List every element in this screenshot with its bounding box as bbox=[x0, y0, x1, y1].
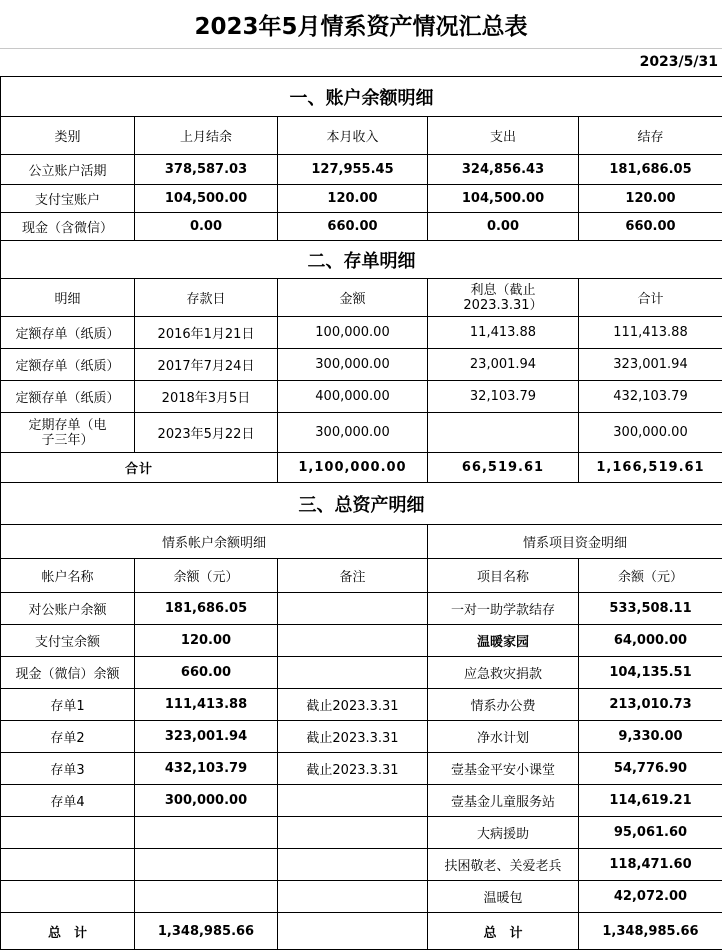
cell bbox=[1, 817, 135, 849]
table-row bbox=[1, 785, 722, 817]
s3-header-project-balance: 余额（元） bbox=[579, 559, 722, 593]
summary-table bbox=[0, 76, 722, 950]
cell: 大病援助 bbox=[428, 817, 579, 849]
cell: 情系办公费 bbox=[428, 689, 579, 721]
cell: 支付宝余额 bbox=[1, 625, 135, 657]
s2-header-amount: 金额 bbox=[278, 279, 428, 317]
cell: 截止2023.3.31 bbox=[278, 689, 428, 721]
cell bbox=[278, 625, 428, 657]
cell: 118,471.60 bbox=[579, 849, 722, 881]
cell: 300,000.00 bbox=[135, 785, 278, 817]
cell: 对公账户余额 bbox=[1, 593, 135, 625]
table-row bbox=[1, 753, 722, 785]
s3-left-total-label: 总 计 bbox=[1, 913, 135, 950]
s1-header-expense: 支出 bbox=[428, 117, 579, 155]
s3-header-project-name: 项目名称 bbox=[428, 559, 579, 593]
cell bbox=[428, 413, 579, 453]
cell: 2017年7月24日 bbox=[135, 349, 278, 381]
cell: 324,856.43 bbox=[428, 155, 579, 185]
cell: 114,619.21 bbox=[579, 785, 722, 817]
s2-header-interest: 利息（截止2023.3.31） bbox=[428, 279, 579, 317]
cell: 11,413.88 bbox=[428, 317, 579, 349]
cell bbox=[135, 817, 278, 849]
table-row bbox=[1, 657, 722, 689]
s1-header-income: 本月收入 bbox=[278, 117, 428, 155]
cell: 应急救灾捐款 bbox=[428, 657, 579, 689]
cell: 定期存单（电子三年） bbox=[1, 413, 135, 453]
s3-header-balance: 余额（元） bbox=[135, 559, 278, 593]
cell: 存单2 bbox=[1, 721, 135, 753]
cell bbox=[135, 881, 278, 913]
table-row bbox=[1, 849, 722, 881]
cell: 111,413.88 bbox=[135, 689, 278, 721]
table-row bbox=[1, 381, 722, 413]
cell: 9,330.00 bbox=[579, 721, 722, 753]
cell: 181,686.05 bbox=[579, 155, 722, 185]
cell bbox=[278, 817, 428, 849]
s1-header-balance: 结存 bbox=[579, 117, 722, 155]
cell: 定额存单（纸质） bbox=[1, 381, 135, 413]
cell: 壹基金平安小课堂 bbox=[428, 753, 579, 785]
s2-header-deposit-date: 存款日 bbox=[135, 279, 278, 317]
table-row bbox=[1, 349, 722, 381]
cell: 120.00 bbox=[135, 625, 278, 657]
cell: 2018年3月5日 bbox=[135, 381, 278, 413]
s1-header-category: 类别 bbox=[1, 117, 135, 155]
section-3-heading: 三、总资产明细 bbox=[1, 483, 722, 525]
cell: 23,001.94 bbox=[428, 349, 579, 381]
cell: 100,000.00 bbox=[278, 317, 428, 349]
cell: 213,010.73 bbox=[579, 689, 722, 721]
cell: 533,508.11 bbox=[579, 593, 722, 625]
cell: 存单4 bbox=[1, 785, 135, 817]
s2-total-interest: 66,519.61 bbox=[428, 453, 579, 483]
cell bbox=[1, 849, 135, 881]
s2-header-item: 明细 bbox=[1, 279, 135, 317]
cell: 定额存单（纸质） bbox=[1, 317, 135, 349]
cell: 定额存单（纸质） bbox=[1, 349, 135, 381]
cell: 一对一助学款结存 bbox=[428, 593, 579, 625]
s2-header-total: 合计 bbox=[579, 279, 722, 317]
cell: 300,000.00 bbox=[278, 413, 428, 453]
cell bbox=[278, 657, 428, 689]
table-row bbox=[1, 817, 722, 849]
table-row bbox=[1, 689, 722, 721]
cell bbox=[278, 593, 428, 625]
cell: 400,000.00 bbox=[278, 381, 428, 413]
cell: 323,001.94 bbox=[135, 721, 278, 753]
cell: 2023年5月22日 bbox=[135, 413, 278, 453]
cell: 54,776.90 bbox=[579, 753, 722, 785]
cell bbox=[1, 881, 135, 913]
report-date: 2023/5/31 bbox=[639, 54, 718, 70]
cell: 432,103.79 bbox=[579, 381, 722, 413]
page-title: 2023年5月情系资产情况汇总表 bbox=[0, 0, 722, 49]
cell: 300,000.00 bbox=[579, 413, 722, 453]
cell: 净水计划 bbox=[428, 721, 579, 753]
cell: 扶困敬老、关爱老兵 bbox=[428, 849, 579, 881]
cell: 32,103.79 bbox=[428, 381, 579, 413]
cell: 104,135.51 bbox=[579, 657, 722, 689]
cell: 64,000.00 bbox=[579, 625, 722, 657]
cell: 42,072.00 bbox=[579, 881, 722, 913]
cell bbox=[278, 849, 428, 881]
s2-total-label: 合计 bbox=[1, 453, 278, 483]
table-row bbox=[1, 213, 722, 241]
s3-header-remark: 备注 bbox=[278, 559, 428, 593]
cell: 存单1 bbox=[1, 689, 135, 721]
s2-total-sum: 1,166,519.61 bbox=[579, 453, 722, 483]
s3-header-account-name: 帐户名称 bbox=[1, 559, 135, 593]
total-row bbox=[1, 453, 722, 483]
cell: 0.00 bbox=[135, 213, 278, 241]
cell: 120.00 bbox=[579, 185, 722, 213]
s3-right-total-label: 总 计 bbox=[428, 913, 579, 950]
table-row bbox=[1, 413, 722, 453]
cell bbox=[135, 849, 278, 881]
cell bbox=[278, 881, 428, 913]
cell: 温暖家园 bbox=[428, 625, 579, 657]
cell: 300,000.00 bbox=[278, 349, 428, 381]
total-row bbox=[1, 913, 722, 950]
cell: 现金（含微信） bbox=[1, 213, 135, 241]
table-row bbox=[1, 881, 722, 913]
s3-left-total-value: 1,348,985.66 bbox=[135, 913, 278, 950]
s3-right-title: 情系项目资金明细 bbox=[428, 525, 722, 559]
table-row bbox=[1, 721, 722, 753]
cell: 公立账户活期 bbox=[1, 155, 135, 185]
cell: 378,587.03 bbox=[135, 155, 278, 185]
cell: 截止2023.3.31 bbox=[278, 753, 428, 785]
s3-left-title: 情系帐户余额明细 bbox=[1, 525, 428, 559]
cell: 95,061.60 bbox=[579, 817, 722, 849]
cell: 截止2023.3.31 bbox=[278, 721, 428, 753]
cell: 181,686.05 bbox=[135, 593, 278, 625]
cell: 432,103.79 bbox=[135, 753, 278, 785]
cell: 120.00 bbox=[278, 185, 428, 213]
cell: 104,500.00 bbox=[135, 185, 278, 213]
date-row bbox=[0, 48, 722, 76]
cell: 660.00 bbox=[278, 213, 428, 241]
table-row bbox=[1, 593, 722, 625]
cell: 温暖包 bbox=[428, 881, 579, 913]
table-row bbox=[1, 625, 722, 657]
table-row bbox=[1, 185, 722, 213]
table-row bbox=[1, 317, 722, 349]
cell bbox=[278, 785, 428, 817]
section-2-heading: 二、存单明细 bbox=[1, 241, 722, 279]
cell: 存单3 bbox=[1, 753, 135, 785]
cell: 2016年1月21日 bbox=[135, 317, 278, 349]
section-1-heading: 一、账户余额明细 bbox=[1, 77, 722, 117]
cell: 支付宝账户 bbox=[1, 185, 135, 213]
s3-total-remark-empty bbox=[278, 913, 428, 950]
cell: 127,955.45 bbox=[278, 155, 428, 185]
cell: 0.00 bbox=[428, 213, 579, 241]
cell: 现金（微信）余额 bbox=[1, 657, 135, 689]
table-row bbox=[1, 155, 722, 185]
s1-header-prev-balance: 上月结余 bbox=[135, 117, 278, 155]
cell: 111,413.88 bbox=[579, 317, 722, 349]
cell: 104,500.00 bbox=[428, 185, 579, 213]
cell: 660.00 bbox=[579, 213, 722, 241]
cell: 壹基金儿童服务站 bbox=[428, 785, 579, 817]
s3-right-total-value: 1,348,985.66 bbox=[579, 913, 722, 950]
s2-total-amount: 1,100,000.00 bbox=[278, 453, 428, 483]
cell: 323,001.94 bbox=[579, 349, 722, 381]
cell: 660.00 bbox=[135, 657, 278, 689]
